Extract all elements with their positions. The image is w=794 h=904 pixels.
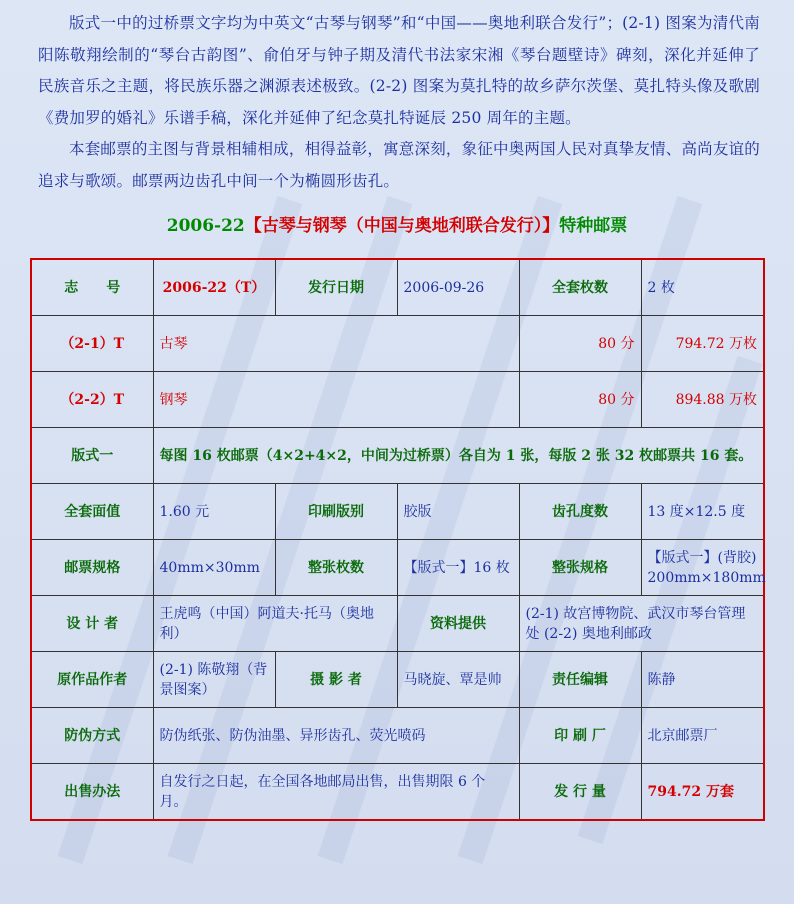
label-circulation: 发 行 量 (519, 764, 641, 821)
stamp-name: 钢琴 (153, 372, 519, 428)
intro-paragraph-1: 版式一中的过桥票文字均为中英文“古琴与钢琴”和“中国——奥地利联合发行”；(2-1) 图案为清代南阳陈敬翔绘制的“琴台古韵图”、俞伯牙与钟子期及清代书法家宋湘《琴台题壁诗》碑刻，深化并延伸了民族音乐之主题，将民族乐器之渊源表述极致。(2-2) 图案为莫扎特的故乡萨尔茨堡、莫扎特头像及歌剧《费加罗的婚礼》乐谱手稿，深化并延伸了纪念莫扎特诞辰 250 周年的主题。 (38, 14, 760, 127)
issue-code: 2006-22 (166, 216, 245, 236)
printer: 北京邮票厂 (641, 708, 764, 764)
anti-counterfeit: 防伪纸张、防伪油墨、异形齿孔、荧光喷码 (153, 708, 519, 764)
stamp-id: （2-2）T (31, 372, 153, 428)
print-method: 胶版 (397, 484, 519, 540)
layout-description: 每图 16 枚邮票（4×2+4×2，中间为过桥票）各自为 1 张，每版 2 张 32 枚邮票共 16 套。 (153, 428, 764, 484)
label-original-author: 原作品作者 (31, 652, 153, 708)
table-row (31, 652, 764, 708)
original-author: (2-1) 陈敬翔（背景图案） (153, 652, 275, 708)
perforation: 13 度×12.5 度 (641, 484, 764, 540)
photographer: 马晓旋、覃是帅 (397, 652, 519, 708)
label-source: 资料提供 (397, 596, 519, 652)
intro-text (38, 8, 760, 197)
issue-date: 2006-09-26 (397, 259, 519, 316)
label-perforation: 齿孔度数 (519, 484, 641, 540)
stamp-size: 40mm×30mm (153, 540, 275, 596)
issue-number: 2006-22（T） (153, 259, 275, 316)
stamp-id: （2-1）T (31, 316, 153, 372)
sheet-count: 【版式一】16 枚 (397, 540, 519, 596)
stamp-info-table (30, 258, 765, 821)
source: (2-1) 故宫博物院、武汉市琴台管理处 (2-2) 奥地利邮政 (519, 596, 764, 652)
label-printer: 印 刷 厂 (519, 708, 641, 764)
circulation: 794.72 万套 (641, 764, 764, 821)
label-stamp-size: 邮票规格 (31, 540, 153, 596)
table-row (31, 764, 764, 821)
stamp-value: 80 分 (519, 316, 641, 372)
table-row (31, 316, 764, 372)
label-face-value: 全套面值 (31, 484, 153, 540)
label-sale-method: 出售办法 (31, 764, 153, 821)
table-row (31, 484, 764, 540)
label-photographer: 摄 影 者 (275, 652, 397, 708)
table-row (31, 708, 764, 764)
label-issue-date: 发行日期 (275, 259, 397, 316)
label-print-method: 印刷版别 (275, 484, 397, 540)
label-issue-number: 志 号 (31, 259, 153, 316)
table-row (31, 428, 764, 484)
table-row (31, 372, 764, 428)
table-row (31, 596, 764, 652)
title-close-bracket: 】 (542, 216, 560, 236)
stamp-issue-title (0, 212, 794, 240)
stamp-value: 80 分 (519, 372, 641, 428)
intro-paragraph-2: 本套邮票的主图与背景相辅相成，相得益彰，寓意深刻，象征中奥两国人民对真挚友情、高尚友谊的追求与歌颂。邮票两边齿孔中间一个为椭圆形齿孔。 (38, 140, 760, 190)
table-row (31, 259, 764, 316)
issue-name: 古琴与钢琴（中国与奥地利联合发行） (261, 216, 543, 236)
stamp-name: 古琴 (153, 316, 519, 372)
label-sheet-count: 整张枚数 (275, 540, 397, 596)
label-designer: 设 计 者 (31, 596, 153, 652)
stamp-quantity: 894.88 万枚 (641, 372, 764, 428)
designer: 王虎鸣（中国）阿道夫·托马（奥地利） (153, 596, 397, 652)
label-set-count: 全套枚数 (519, 259, 641, 316)
title-open-bracket: 【 (244, 216, 262, 236)
editor: 陈静 (641, 652, 764, 708)
face-value: 1.60 元 (153, 484, 275, 540)
label-layout: 版式一 (31, 428, 153, 484)
set-count: 2 枚 (641, 259, 764, 316)
label-sheet-size: 整张规格 (519, 540, 641, 596)
table-row (31, 540, 764, 596)
issue-kind: 特种邮票 (559, 216, 628, 236)
sheet-size: 【版式一】(背胶) 200mm×180mm (641, 540, 764, 596)
stamp-quantity: 794.72 万枚 (641, 316, 764, 372)
label-editor: 责任编辑 (519, 652, 641, 708)
label-anti-counterfeit: 防伪方式 (31, 708, 153, 764)
sale-method: 自发行之日起，在全国各地邮局出售，出售期限 6 个月。 (153, 764, 519, 821)
